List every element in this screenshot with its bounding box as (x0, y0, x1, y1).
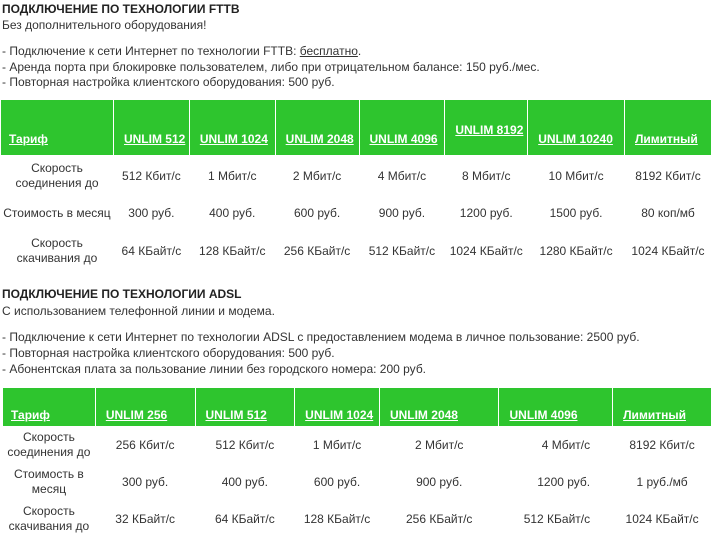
fttb-subtitle: Без дополнительного оборудования! (2, 18, 207, 32)
table-cell: 1200 руб. (459, 206, 513, 220)
table-cell: 900 руб. (416, 475, 463, 489)
adsl-col-limitny[interactable]: Лимитный (613, 388, 711, 426)
table-cell: 1 Мбит/с (312, 438, 362, 452)
fttb-col-unlim-10240[interactable]: UNLIM 10240 (528, 100, 624, 155)
fttb-row-label-download: Скорость скачивания до (16, 236, 98, 265)
table-cell: 512 КБайт/с (368, 244, 436, 258)
adsl-col-unlim-4096[interactable]: UNLIM 4096 (499, 388, 612, 426)
table-cell: 1 руб./мб (636, 475, 688, 489)
table-cell: 512 КБайт/с (523, 512, 591, 526)
fttb-col-unlim-2048[interactable]: UNLIM 2048 (276, 100, 359, 155)
table-row (3, 427, 711, 463)
adsl-tariff-table (2, 387, 712, 538)
fttb-bullet-2: - Аренда порта при блокировке пользователем, либо при отрицательном балансе: 150 руб./мес. (2, 60, 540, 74)
table-cell: 128 КБайт/с (303, 512, 371, 526)
table-cell: 256 КБайт/с (405, 512, 473, 526)
table-cell: 900 руб. (378, 206, 426, 220)
fttb-corner-tariff: Тариф (1, 100, 113, 155)
adsl-bullet-3: - Абонентская плата за пользование линии без городского номера: 200 руб. (2, 362, 427, 376)
fttb-row-label-price: Стоимость в месяц (3, 205, 111, 220)
table-cell: 300 руб. (122, 475, 169, 489)
adsl-row-label-download: Скорость скачивания до (8, 504, 90, 533)
table-cell: 80 коп/мб (641, 206, 695, 220)
fttb-col-limitny[interactable]: Лимитный (625, 100, 711, 155)
table-cell: 1500 руб. (549, 206, 603, 220)
table-cell: 1024 КБайт/с (625, 512, 699, 526)
table-cell: 600 руб. (313, 475, 361, 489)
table-cell: 1024 КБайт/с (449, 244, 523, 258)
fttb-col-unlim-8192[interactable]: UNLIM 8192 (445, 100, 527, 155)
table-cell: 1200 руб. (537, 475, 591, 489)
table-cell: 256 Кбит/с (115, 438, 175, 452)
table-cell: 128 КБайт/с (199, 244, 266, 258)
table-row (1, 230, 711, 272)
table-cell: 10 Мбит/с (548, 169, 604, 183)
table-row (3, 464, 711, 500)
free-link[interactable]: бесплатно (299, 44, 358, 58)
adsl-bullet-1: - Подключение к сети Интернет по технологии ADSL с предоставлением модема в личное пользование: 2500 руб. (2, 330, 640, 344)
table-row (1, 197, 711, 229)
table-row (1, 156, 711, 196)
adsl-col-unlim-2048[interactable]: UNLIM 2048 (380, 388, 499, 426)
table-cell: 8192 Кбит/с (629, 438, 695, 452)
table-cell: 8192 Кбит/с (635, 169, 701, 183)
table-cell: 8 Мбит/с (462, 169, 511, 183)
fttb-row-label-speed: Скорость соединения до (15, 161, 99, 190)
fttb-bullet-1-suffix: . (357, 44, 362, 58)
table-cell: 400 руб. (209, 206, 256, 220)
table-cell: 32 КБайт/с (115, 512, 176, 526)
table-cell: 2 Мбит/с (292, 169, 342, 183)
table-row (3, 501, 711, 537)
table-cell: 512 Кбит/с (122, 169, 181, 183)
table-cell: 64 КБайт/с (121, 244, 182, 258)
adsl-subtitle: С использованием телефонной линии и модема. (2, 304, 275, 318)
fttb-col-unlim-4096[interactable]: UNLIM 4096 (360, 100, 445, 155)
adsl-title: ПОДКЛЮЧЕНИЕ ПО ТЕХНОЛОГИИ ADSL (2, 287, 242, 301)
table-cell: 1280 КБайт/с (539, 244, 613, 258)
table-cell: 1 Мбит/с (208, 169, 257, 183)
table-cell: 4 Мбит/с (377, 169, 427, 183)
fttb-col-unlim-512[interactable]: UNLIM 512 (114, 100, 189, 155)
table-cell: 400 руб. (221, 475, 268, 489)
table-cell: 64 КБайт/с (214, 512, 275, 526)
adsl-col-unlim-256[interactable]: UNLIM 256 (96, 388, 195, 426)
table-cell: 4 Мбит/с (541, 438, 591, 452)
adsl-header-row (3, 388, 711, 426)
adsl-col-unlim-512[interactable]: UNLIM 512 (196, 388, 295, 426)
table-cell: 600 руб. (293, 206, 341, 220)
table-cell: 512 Кбит/с (215, 438, 275, 452)
fttb-bullet-1 (2, 44, 361, 58)
table-cell: 256 КБайт/с (283, 244, 351, 258)
fttb-col-unlim-1024[interactable]: UNLIM 1024 (190, 100, 275, 155)
fttb-tariff-table (0, 99, 712, 273)
adsl-col-unlim-1024[interactable]: UNLIM 1024 (295, 388, 379, 426)
fttb-title: ПОДКЛЮЧЕНИЕ ПО ТЕХНОЛОГИИ FTTB (2, 2, 240, 16)
table-cell: 1024 КБайт/с (631, 244, 705, 258)
adsl-corner-tariff: Тариф (3, 388, 95, 426)
fttb-bullet-3: - Повторная настройка клиентского оборудования: 500 руб. (2, 75, 335, 89)
fttb-bullet-1-text: - Подключение к сети Интернет по технологии FTTB: (2, 44, 300, 58)
adsl-row-label-speed: Скорость соединения до (7, 430, 91, 459)
adsl-row-label-price: Стоимость в месяц (14, 467, 84, 496)
fttb-header-row (1, 100, 711, 155)
adsl-bullet-2: - Повторная настройка клиентского оборудования: 500 руб. (2, 346, 335, 360)
table-cell: 2 Мбит/с (415, 438, 464, 452)
table-cell: 300 руб. (128, 206, 175, 220)
